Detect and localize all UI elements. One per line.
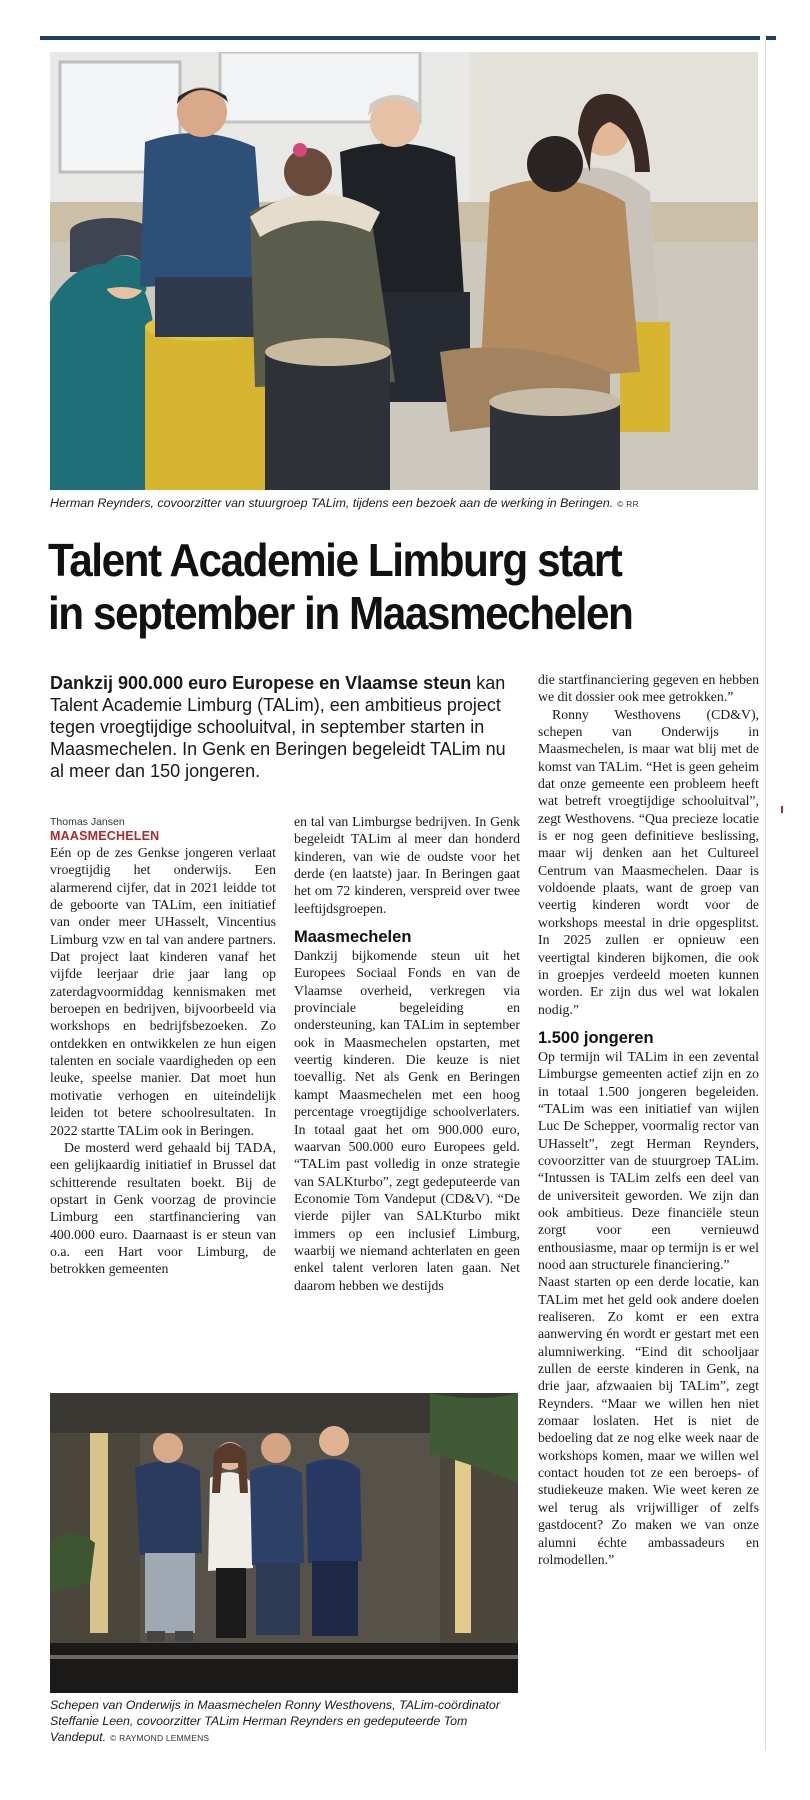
headline [48,534,707,640]
margin-mark [781,806,783,813]
col3-paragraph-2: Ronny Westhovens (CD&V), schepen van Onderwijs in Maasmechelen, is maar wat blij met de komst van TALim. “Het is geen geheim dat onze gemeente een probleem heeft wat betreft vroegtijdige schooluitval”, zegt Westhovens. “Qua precieze locatie is er nog geen definitieve beslissing, maar wij denken aan het Cultureel Centrum van Maasmechelen. Daar is voldoende plaats, want de groep van veertig kinderen wordt voor de workshops meestal in drie opgesplitst. In 2025 zullen er opnieuw een veertigtal kinderen bijkomen, die ook in groepjes verdeeld moeten kunnen worden. Er zijn dus wel wat lokalen nodig.” [538,706,759,1017]
photo-group-portrait [50,1393,518,1693]
photo-workshop-group [50,52,758,490]
byline [50,816,280,844]
col2-paragraph-1: en tal van Limburgse bedrijven. In Genk begeleidt TALim al meer dan honderd kinderen, van wie de oudste voor het derde (en laatste) jaar. In Beringen gaat het om 72 kinderen, verspreid over twee leeftijdsgroepen. [294,814,520,916]
col2-paragraph-2: Dankzij bijkomende steun uit het Europees Sociaal Fonds en van de Vlaamse overheid, verkregen via provinciale begeleiding en ondersteuning, kan TALim in september ook in Maasmechelen opstarten, met veertig kinderen. Die keuze is niet toevallig. Net als Genk en Beringen kampt Maasmechelen met een hoog percentage vroegtijdige schoolverlaters. In totaal gaat het om 900.000 euro, waarvan 500.000 euro Europees geld. “TALim past volledig in onze strategie van SALKturbo”, zegt gedeputeerde van Economie Tom Vandeput (CD&V). “De vierde pijler van SALKturbo mikt immers op een inclusief Limburg, waarbij we niemand achterlaten en geen enkel talent verloren laten gaan. Net daarom hebben we destijds [294,948,520,1293]
top-rule [40,36,760,40]
photo2-credit: © RAYMOND LEMMENS [110,1733,210,1743]
column-2 [294,813,520,1294]
dateline-place: MAASMECHELEN [50,829,160,843]
headline-line-2: in september in Maasmechelen [48,587,633,639]
col3-paragraph-1: die startfinanciering gegeven en hebben we dit dossier ook mee getrokken.” [538,672,759,705]
col3-paragraph-4: Naast starten op een derde locatie, kan TALim met het geld ook andere doelen realiseren. Zo komt er een extra aanwerving én wordt er gestart met een alumniwerking. “Eind dit schooljaar zullen de eerste kinderen in Genk, na drie jaar, afzwaaien bij TALim”, zegt Reynders. “Maar we willen hen niet zomaar loslaten. Het is niet de bedoeling dat ze nog elke week naar de workshops komen, maar we willen wel contact houden tot ze een beroeps- of studiekeuze maken. Wie weet keren ze wel terug als vrijwilliger of zelfs gastdocent? Zo maken we van onze alumni échte ambassadeurs en rolmodellen.” [538,1274,759,1567]
headline-line-1: Talent Academie Limburg start [48,534,622,586]
subheading-maasmechelen: Maasmechelen [294,928,412,947]
photo1-caption [50,495,762,512]
intro-bold: Dankzij 900.000 euro Europese en Vlaamse steun [50,673,472,693]
photo-portrait-illustration [50,1393,518,1693]
photo2-caption [50,1697,518,1746]
column-3 [538,671,759,1568]
author: Thomas Jansen [50,816,125,828]
photo1-caption-text: Herman Reynders, covoorzitter van stuurgroep TALim, tijdens een bezoek aan de werking in Beringen. [50,496,614,510]
column-border [765,40,766,1750]
intro-rest: kan Talent Academie Limburg (TALim), een ambitieus project tegen vroegtijdige schooluitval, in september starten in Maasmechelen. In Genk en Beringen begeleidt TALim nu al meer dan 150 jongeren. [50,673,506,781]
col1-paragraph-1: Eén op de zes Genkse jongeren verlaat vroegtijdig het onderwijs. Een alarmerend cijfer, dat in 2021 leidde tot de geboorte van TALim, een initiatief van onder meer UHasselt, Vincentius Limburg vzw en tal van andere partners. Dat project laat kinderen vanaf het vijfde leerjaar drie jaar lang op zaterdagvoormiddag kennismaken met beroepen en bedrijven, bijvoorbeeld via workshops en bedrijfsbezoeken. Zo ontdekken en ontwikkelen ze hun eigen talenten en sociale vaardigheden op een leuke, speelse manier. Dat moet hun motivatie verhogen en uiteindelijk leiden tot betere schoolresultaten. In 2022 startte TALim ook in Beringen. [50,845,276,1138]
subheading-1500-jongeren: 1.500 jongeren [538,1028,654,1047]
photo-workshop-illustration [50,52,758,490]
intro-paragraph [50,672,512,782]
photo2-caption-text: Schepen van Onderwijs in Maasmechelen Ronny Westhovens, TALim-coördinator Steffanie Leen, covoorzitter TALim Herman Reynders en gedeputeerde Tom Vandeput. [50,1698,500,1744]
col1-paragraph-2: De mosterd werd gehaald bij TADA, een gelijkaardig initiatief in Brussel dat schitterende resultaten boekt. Bij de opstart in Genk voorzag de provincie Limburg een startfinanciering van 400.000 euro. Daarnaast is er steun van o.a. een Hart voor Limburg, de betrokken gemeenten [50,1139,276,1277]
top-rule-tick [766,36,776,40]
col3-paragraph-3: Op termijn wil TALim in een zevental Limburgse gemeenten actief zijn en zo in totaal 1.500 jongeren begeleiden. “TALim was een initiatief van wijlen Luc De Schepper, voormalig rector van UHasselt”, zegt Herman Reynders, covoorzitter van de stuurgroep TALim. “Intussen is TALim zelfs een deel van de universiteit geworden. We zijn dan ook ambitieus. Deze financiële steun zorgt voor een vernieuwd enthousiasme, maar op termijn is er wel nood aan structurele financiering.” [538,1048,759,1272]
column-1 [50,844,276,1278]
photo1-credit: © RR [617,499,639,509]
